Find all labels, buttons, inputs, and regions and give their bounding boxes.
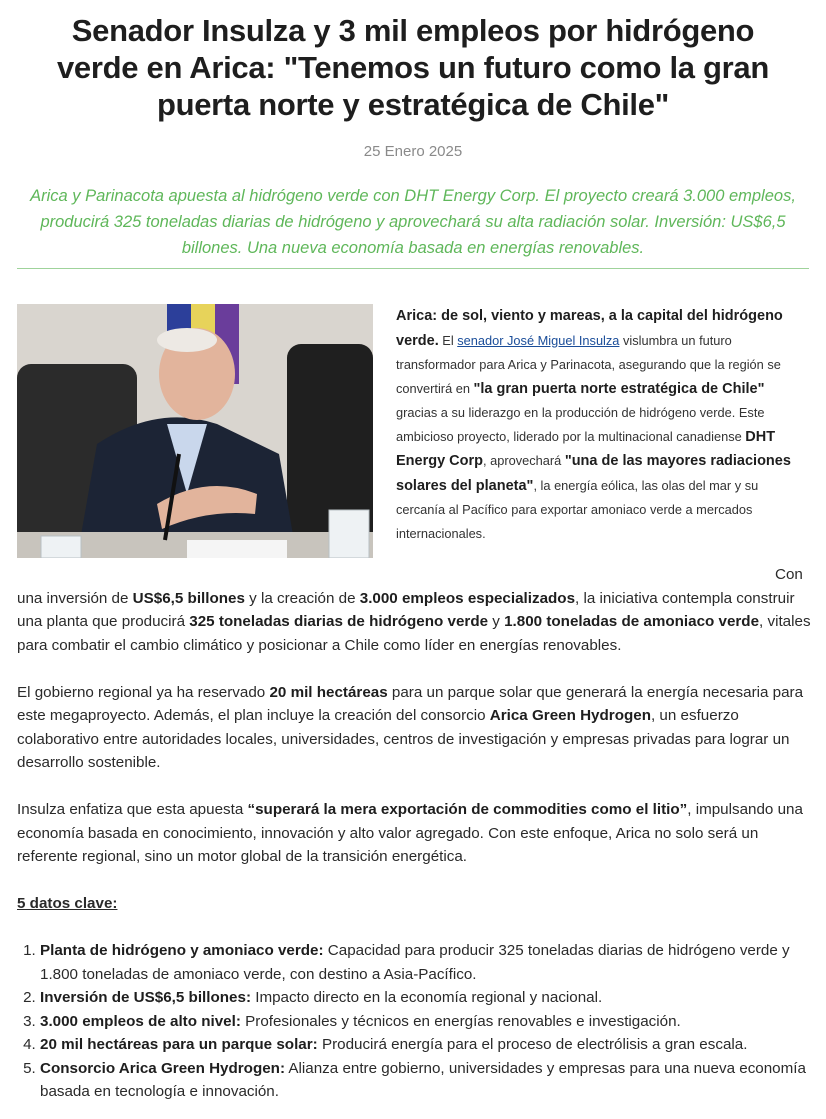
text: El gobierno regional ya ha reservado: [17, 683, 270, 701]
text: , la iniciativa contempla construir una planta que producirá: [17, 589, 795, 630]
text: , vitales para combatir el cambio climático y posicionar a Chile como líder en energías renovables.: [17, 613, 811, 654]
section-divider: [17, 268, 809, 269]
paragraph-solar-park: [17, 681, 813, 775]
intro-text: gracias a su liderazgo en la producción de hidrógeno verde. Este ambicioso proyecto, liderado por la multinacional canadiense: [396, 405, 765, 444]
list-item: [40, 939, 813, 986]
list-item: [40, 1033, 813, 1057]
fact-label: 3.000 empleos de alto nivel:: [40, 1012, 241, 1030]
facts-list: [17, 939, 813, 1104]
highlight: 325 toneladas diarias de hidrógeno verde: [189, 613, 489, 630]
intro-text: , aprovechará: [483, 453, 565, 468]
text: , impulsando una economía basada en conocimiento, innovación y alto valor agregado. Con este enfoque, Arica no solo será un referente regional, sino un motor global de la transición energética.: [17, 801, 803, 865]
highlight: “superará la mera exportación de commodities como el litio”: [247, 801, 688, 818]
intro-quote: "una de las mayores radiaciones solares del planeta": [396, 453, 791, 494]
list-item: [40, 1057, 813, 1104]
intro-heading: Arica: de sol, viento y mareas, a la capital del hidrógeno verde.: [396, 308, 783, 349]
highlight: 20 mil hectáreas: [269, 683, 388, 701]
highlight: 3.000 empleos especializados: [359, 589, 576, 607]
paragraph-insulza-quote: [17, 798, 813, 869]
text: para un parque solar que generará la energía necesaria para este megaproyecto. Además, el plan incluye la creación del consorcio: [17, 683, 804, 724]
text: Insulza enfatiza que esta apuesta: [17, 801, 248, 818]
fact-text: Profesionales y técnicos en energías renovables e investigación.: [240, 1012, 681, 1030]
article-title: Senador Insulza y 3 mil empleos por hidrógeno verde en Arica: "Tenemos un futuro como la gran puerta norte y estratégica de Chile": [56, 13, 769, 122]
fact-text: Capacidad para producir 325 toneladas diarias de hidrógeno verde y 1.800 toneladas de amoniaco verde, con destino a Asia-Pacífico.: [40, 942, 790, 983]
article-date: 25 Enero 2025: [363, 143, 463, 160]
intro-text: , la energía eólica, las olas del mar y su cercanía al Pacífico para exportar amoniaco verde a mercados internacionales.: [396, 477, 759, 541]
highlight: US$6,5 billones: [132, 589, 245, 607]
fact-label: Planta de hidrógeno y amoniaco verde:: [40, 942, 324, 959]
highlight: 1.800 toneladas de amoniaco verde: [504, 613, 760, 630]
text: y la creación de: [244, 589, 360, 607]
text: Con una inversión de: [17, 566, 803, 607]
article-photo: [17, 304, 373, 558]
list-item: [40, 1010, 813, 1034]
facts-heading: 5 datos clave:: [17, 895, 118, 912]
intro-text: El: [438, 332, 458, 348]
text: , un esfuerzo colaborativo entre autoridades locales, universidades, centros de investigación y empresas privadas para lograr un desarrollo sostenible.: [17, 707, 790, 771]
intro-text: vislumbra un futuro transformador para Arica y Parinacota, asegurando que la región se convertirá en: [396, 332, 781, 396]
fact-label: Consorcio Arica Green Hydrogen:: [40, 1059, 286, 1077]
fact-text: Producirá energía para el proceso de electrólisis a gran escala.: [317, 1036, 748, 1053]
senator-link[interactable]: senador José Miguel Insulza: [457, 332, 620, 348]
intro-quote: "la gran puerta norte estratégica de Chile": [473, 380, 765, 397]
paragraph-investment: [17, 563, 813, 657]
fact-label: 20 mil hectáreas para un parque solar:: [40, 1036, 318, 1053]
fact-text: Impacto directo en la economía regional y nacional.: [251, 989, 603, 1006]
intro-company: DHT Energy Corp: [396, 428, 776, 469]
article-body: [17, 563, 813, 1104]
fact-label: Inversión de US$6,5 billones:: [40, 989, 252, 1006]
article-lead: Arica y Parinacota apuesta al hidrógeno verde con DHT Energy Corp. El proyecto creará 3.000 empleos, producirá 325 toneladas diarias de hidrógeno y aprovechará su alta radiación solar. Inversión: US$6,5 billones. Una nueva economía basada en energías renovables.: [30, 187, 796, 257]
list-item: [40, 986, 813, 1010]
highlight: Arica Green Hydrogen: [489, 707, 651, 724]
text: y: [488, 613, 505, 630]
intro-paragraph: [396, 304, 796, 545]
fact-text: Alianza entre gobierno, universidades y empresas para una nueva economía basada en tecnología e innovación.: [40, 1059, 806, 1100]
